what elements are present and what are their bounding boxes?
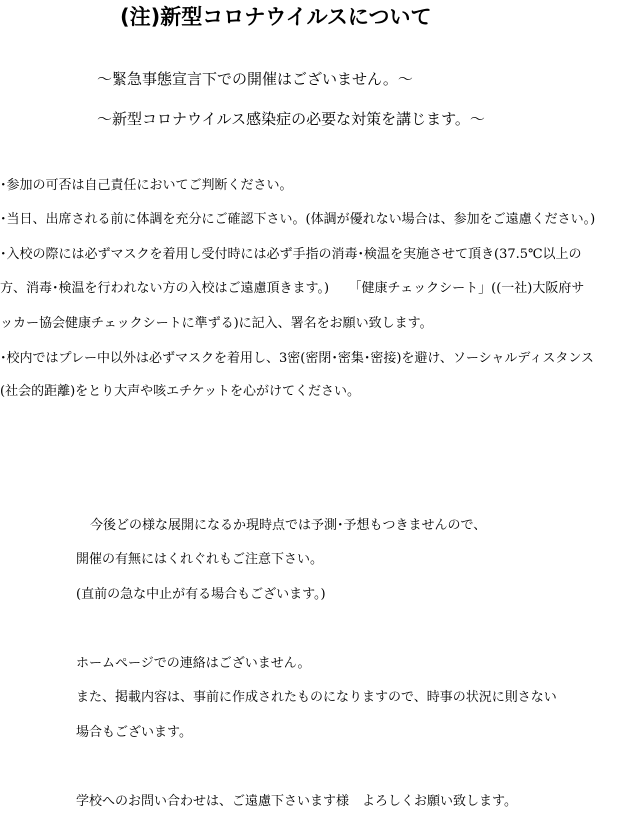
bullet-health-check: ･当日、出席される前に体調を充分にご確認下さい。(体調が優れない場合は、参加をご遠慮ください。)	[0, 212, 596, 227]
page-title: (注)新型コロナウイルスについて	[120, 5, 432, 29]
bullet-self-responsibility: ･参加の可否は自己責任においてご判断ください。	[0, 178, 293, 193]
note-inquiries: 学校へのお問い合わせは、ご遠慮下さいます様 よろしくお願い致します。	[76, 794, 517, 809]
bullet-social-distance: ･校内ではプレー中以外は必ずマスクを着用し、3密(密閉･密集･密接)を避け、ソーシャルディスタンス	[0, 351, 594, 366]
note-caution: 開催の有無にはくれぐれもご注意下さい。	[76, 552, 324, 567]
subtitle-measures: ～新型コロナウイルス感染症の必要な対策を講じます。～	[97, 110, 485, 128]
note-content-cont: 場合もございます。	[76, 725, 192, 740]
subtitle-emergency: ～緊急事態宣言下での開催はございません。～	[97, 70, 413, 88]
note-homepage: ホームページでの連絡はございません。	[76, 656, 311, 671]
bullet-mask-entry-cont2: ッカー協会健康チェックシートに準ずる)に記入、署名をお願い致します。	[0, 316, 433, 331]
bullet-social-distance-cont: (社会的距離)をとり大声や咳エチケットを心がけてください。	[0, 384, 360, 399]
note-forecast: 今後どの様な展開になるか現時点では予測･予想もつきませんので、	[90, 518, 487, 533]
bullet-mask-entry-cont1: 方、消毒･検温を行われない方の入校はご遠慮頂きます。) 「健康チェックシート」((一社)大阪府サ	[0, 281, 585, 296]
note-cancellation: (直前の急な中止が有る場合もございます。)	[76, 587, 326, 602]
note-content: また、掲載内容は、事前に作成されたものになりますので、時事の状況に則さない	[76, 690, 557, 705]
bullet-mask-entry: ･入校の際には必ずマスクを着用し受付時には必ず手指の消毒･検温を実施させて頂き(37.5℃以上の	[0, 247, 582, 262]
